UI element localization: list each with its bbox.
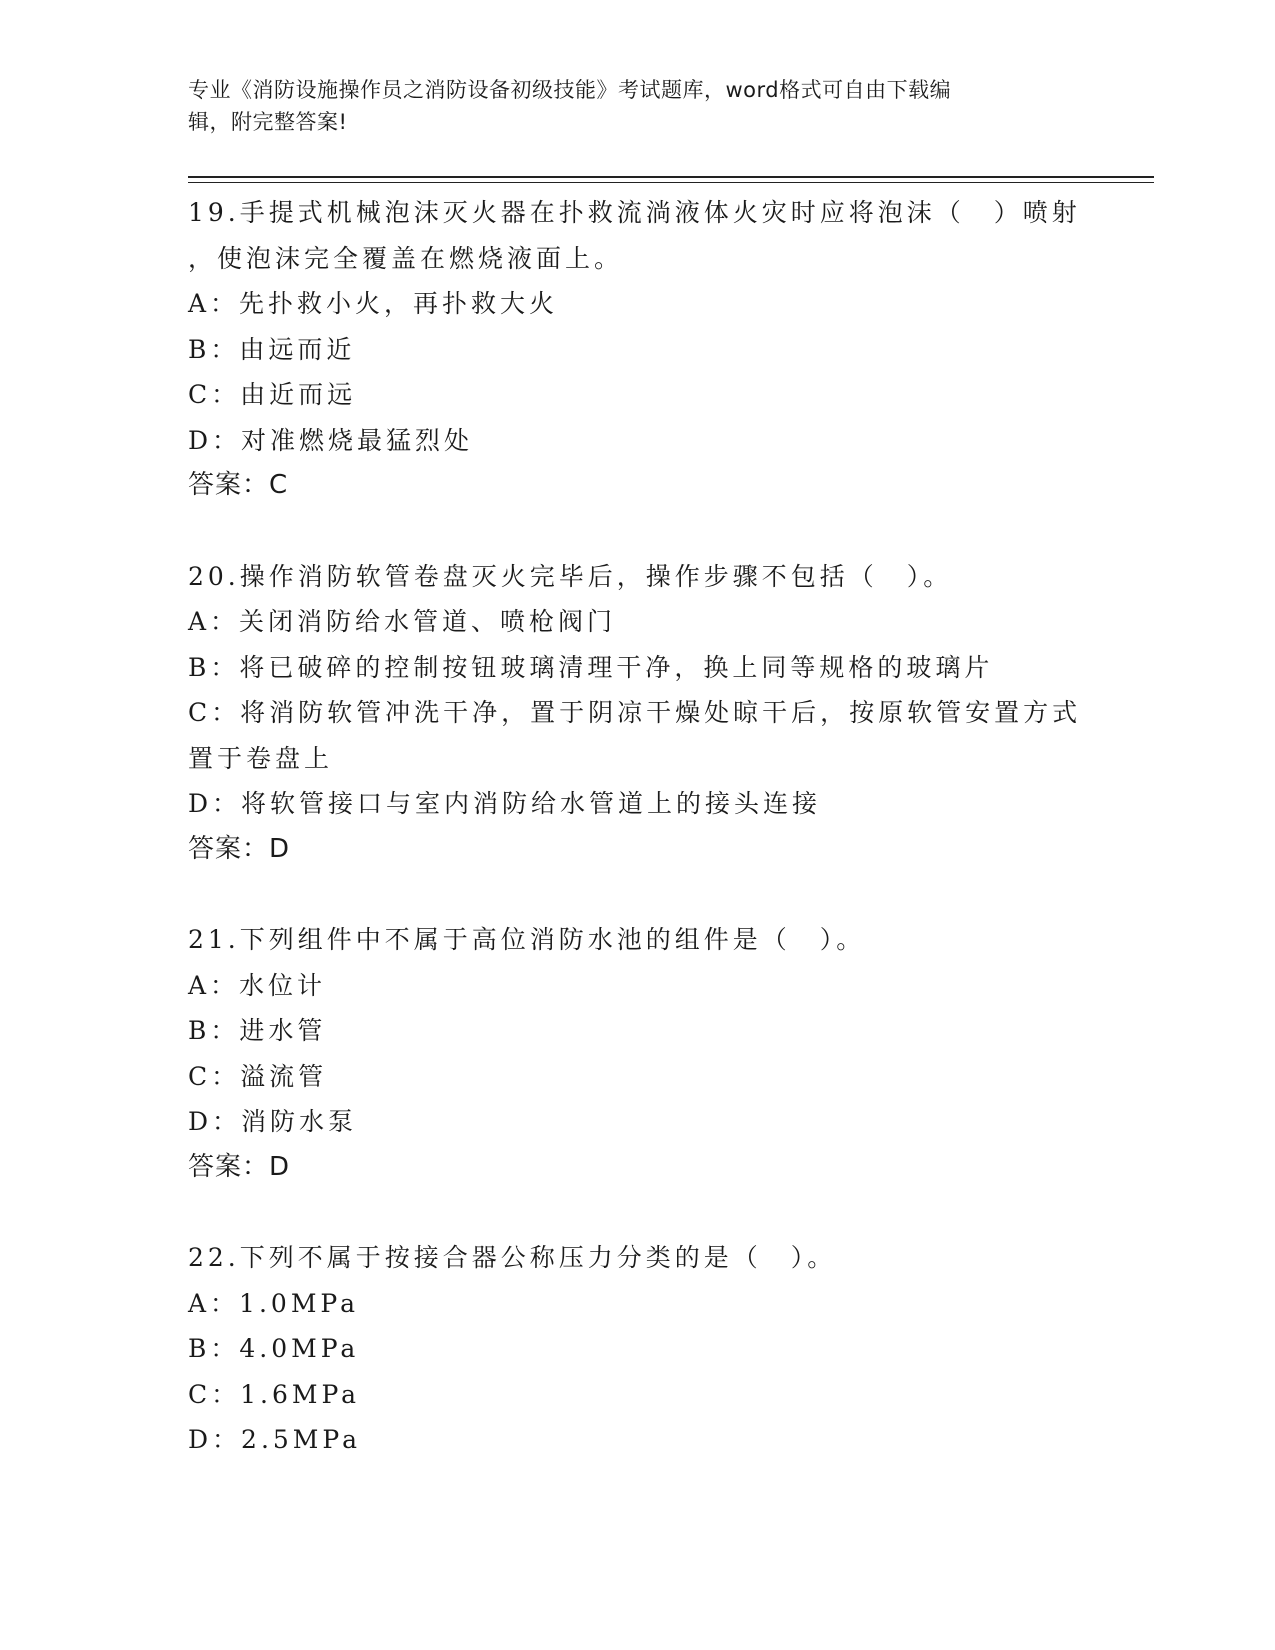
option-a: A：关闭消防给水管道、喷枪阀门: [188, 607, 617, 636]
question-stem: 21.下列组件中不属于高位消防水池的组件是（ ）。: [188, 925, 866, 954]
option-c: C：溢流管: [188, 1061, 328, 1091]
option-c-continued: 置于卷盘上: [188, 743, 334, 773]
option-b: B：4.0MPa: [188, 1334, 360, 1363]
option-d: D：2.5MPa: [188, 1425, 362, 1454]
answer: 答案：C: [188, 470, 289, 500]
option-d: D：消防水泵: [188, 1107, 358, 1136]
question-list: [188, 190, 1088, 1463]
option-d: D：将软管接口与室内消防给水管道上的接头连接: [188, 789, 822, 818]
header-divider-thick: [188, 176, 1154, 178]
header-line-1: 专业《消防设施操作员之消防设备初级技能》考试题库，word格式可自由下载编: [188, 78, 952, 102]
question-gap: [188, 872, 1088, 917]
option-a: A：1.0MPa: [188, 1288, 360, 1318]
header-divider-thin: [188, 182, 1154, 183]
question-21: [188, 917, 1088, 1190]
option-d: D：对准燃烧最猛烈处: [188, 425, 474, 455]
answer: 答案：D: [188, 833, 291, 864]
option-a: A：先扑救小火，再扑救大火: [188, 289, 559, 318]
question-19: [188, 190, 1088, 509]
question-20: [188, 554, 1088, 873]
option-c: C：由近而远: [188, 380, 357, 409]
question-stem: 22.下列不属于按接合器公称压力分类的是（ ）。: [188, 1243, 837, 1272]
question-stem: 20.操作消防软管卷盘灭火完毕后，操作步骤不包括（ ）。: [188, 561, 953, 591]
answer: 答案：D: [188, 1151, 291, 1182]
question-gap: [188, 509, 1088, 554]
option-b: B：由远而近: [188, 334, 356, 364]
document-header: [188, 74, 1068, 138]
option-b: B：将已破碎的控制按钮玻璃清理干净，换上同等规格的玻璃片: [188, 652, 994, 682]
option-c: C：1.6MPa: [188, 1379, 361, 1409]
question-22: [188, 1235, 1088, 1463]
option-c: C：将消防软管冲洗干净，置于阴凉干燥处晾干后，按原软管安置方式: [188, 698, 1082, 727]
question-stem: 19.手提式机械泡沫灭火器在扑救流淌液体火灾时应将泡沫（ ）喷射: [188, 198, 1081, 227]
option-a: A：水位计: [188, 970, 327, 1000]
header-line-2: 辑，附完整答案!: [188, 110, 348, 134]
option-b: B：进水管: [188, 1016, 327, 1045]
question-gap: [188, 1190, 1088, 1235]
question-stem-continued: ，使泡沫完全覆盖在燃烧液面上。: [188, 243, 624, 273]
